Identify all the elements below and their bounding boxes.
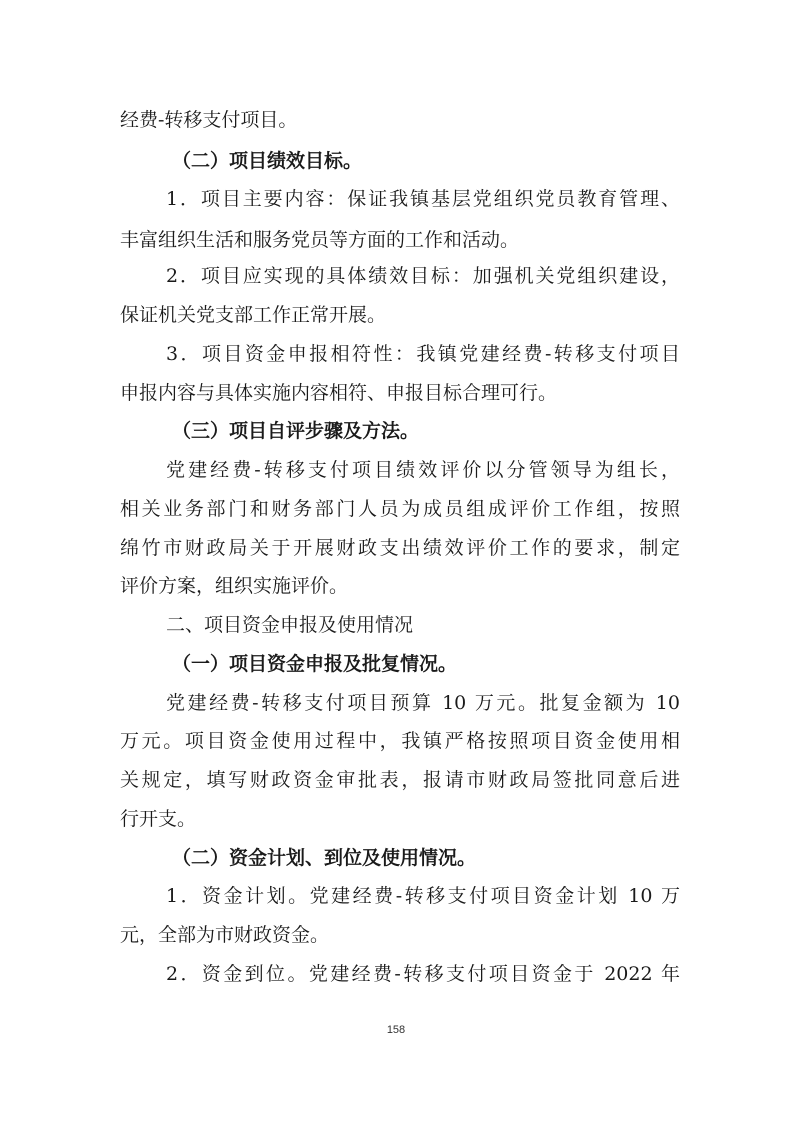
text-line: 1．资金计划。党建经费-转移支付项目资金计划 10 万 bbox=[166, 885, 680, 907]
text-line: 申报内容与具体实施内容相符、申报目标合理可行。 bbox=[120, 382, 558, 404]
text-line: 2．资金到位。党建经费-转移支付项目资金于 2022 年 bbox=[166, 963, 680, 985]
text-line: 绵竹市财政局关于开展财政支出绩效评价工作的要求，制定 bbox=[120, 537, 680, 559]
text-line: 党建经费-转移支付项目预算 10 万元。批复金额为 10 bbox=[166, 692, 680, 714]
page-number: 158 bbox=[386, 1024, 406, 1036]
text-line: 党建经费-转移支付项目绩效评价以分管领导为组长， bbox=[166, 459, 680, 481]
text-line: 保证机关党支部工作正常开展。 bbox=[120, 304, 387, 326]
text-line: 相关业务部门和财务部门人员为成员组成评价工作组，按照 bbox=[120, 498, 680, 520]
text-line: 关规定，填写财政资金审批表，报请市财政局签批同意后进 bbox=[120, 769, 680, 791]
section-heading: （一）项目资金申报及批复情况。 bbox=[172, 653, 458, 675]
text-line: 元，全部为市财政资金。 bbox=[120, 924, 330, 946]
text-line: 万元。项目资金使用过程中，我镇严格按照项目资金使用相 bbox=[120, 730, 680, 752]
text-line: 经费-转移支付项目。 bbox=[120, 109, 298, 131]
text-line: 丰富组织生活和服务党员等方面的工作和活动。 bbox=[120, 229, 520, 251]
text-line: 行开支。 bbox=[120, 808, 197, 830]
text-line: 2．项目应实现的具体绩效目标：加强机关党组织建设， bbox=[166, 265, 680, 287]
chapter-heading: 二、项目资金申报及使用情况 bbox=[166, 614, 414, 636]
section-heading: （二）项目绩效目标。 bbox=[172, 150, 363, 172]
text-line: 评价方案，组织实施评价。 bbox=[120, 575, 349, 597]
section-heading: （三）项目自评步骤及方法。 bbox=[172, 420, 420, 442]
text-line: 3．项目资金申报相符性：我镇党建经费-转移支付项目 bbox=[166, 343, 680, 365]
section-heading: （二）资金计划、到位及使用情况。 bbox=[172, 847, 477, 869]
text-line: 1．项目主要内容：保证我镇基层党组织党员教育管理、 bbox=[166, 188, 680, 210]
